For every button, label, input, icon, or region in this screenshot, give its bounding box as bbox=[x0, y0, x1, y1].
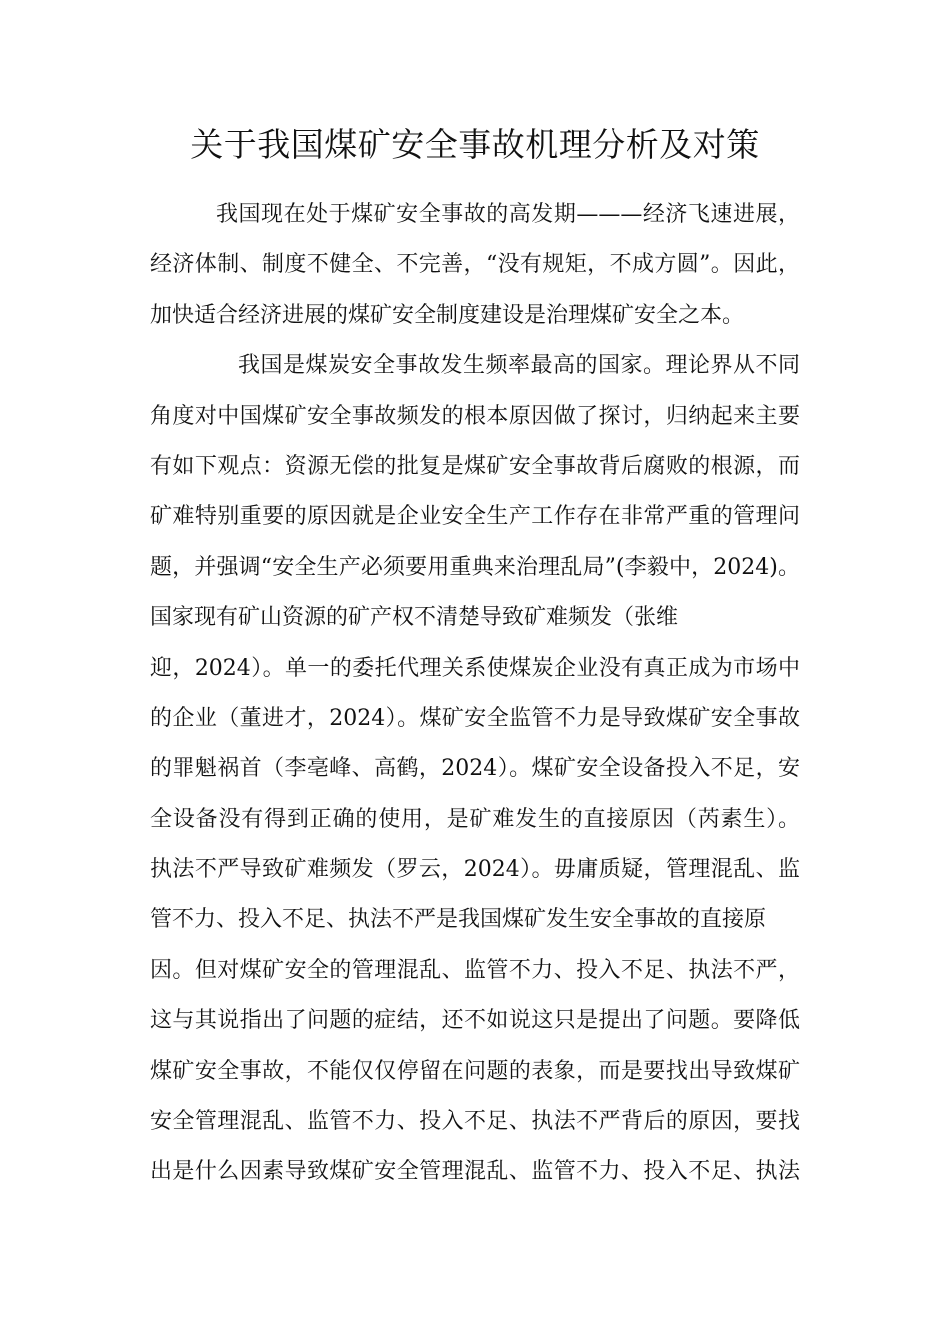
paragraph-1-line-1: 我国现在处于煤矿安全事故的高发期———经济飞速进展， bbox=[216, 202, 800, 227]
paragraph-2-line-1: 我国是煤炭安全事故发生频率最高的国家。理论界从不同 bbox=[238, 353, 800, 379]
paragraph-2-line-10: 全设备没有得到正确的使用，是矿难发生的直接原因（芮素生）。 bbox=[150, 806, 800, 832]
paragraph-2-line-17: 出是什么因素导致煤矿安全管理混乱、监管不力、投入不足、执法 bbox=[150, 1159, 800, 1185]
paragraph-2-line-8: 的企业（董进才，2024）。煤矿安全监管不力是导致煤矿安全事故 bbox=[150, 705, 800, 731]
paragraph-2-line-2: 角度对中国煤矿安全事故频发的根本原因做了探讨，归纳起来主要 bbox=[150, 403, 800, 429]
paragraph-1-line-2: 经济体制、制度不健全、不完善，“没有规矩，不成方圆”。因此， bbox=[150, 252, 800, 278]
paragraph-2-line-5: 题，并强调“安全生产必须要用重典来治理乱局”(李毅中，2024)。 bbox=[150, 554, 800, 580]
paragraph-2-line-16: 安全管理混乱、监管不力、投入不足、执法不严背后的原因，要找 bbox=[150, 1109, 800, 1135]
paragraph-2-line-15: 煤矿安全事故，不能仅仅停留在问题的表象，而是要找出导致煤矿 bbox=[150, 1058, 800, 1084]
document-body bbox=[150, 190, 800, 1198]
paragraph-2-line-12: 管不力、投入不足、执法不严是我国煤矿发生安全事故的直接原 bbox=[150, 907, 767, 933]
paragraph-2-line-3: 有如下观点：资源无偿的批复是煤矿安全事故背后腐败的根源，而 bbox=[150, 453, 800, 479]
paragraph-2-line-9: 的罪魁祸首（李亳峰、高鹤，2024）。煤矿安全设备投入不足，安 bbox=[150, 756, 800, 782]
paragraph-2-line-4: 矿难特别重要的原因就是企业安全生产工作存在非常严重的管理问 bbox=[150, 504, 800, 530]
paragraph-2-line-7: 迎，2024）。单一的委托代理关系使煤炭企业没有真正成为市场中 bbox=[150, 655, 800, 681]
paragraph-1-line-3: 加快适合经济进展的煤矿安全制度建设是治理煤矿安全之本。 bbox=[150, 302, 745, 328]
paragraph-2-line-11: 执法不严导致矿难频发（罗云，2024）。毋庸质疑，管理混乱、监 bbox=[150, 857, 800, 883]
paragraph-2-line-6: 国家现有矿山资源的矿产权不清楚导致矿难频发（张维 bbox=[150, 605, 679, 631]
paragraph-2-line-14: 这与其说指出了问题的症结，还不如说这只是提出了问题。要降低 bbox=[150, 1008, 800, 1034]
paragraph-2-line-13: 因。但对煤矿安全的管理混乱、监管不力、投入不足、执法不严， bbox=[150, 957, 800, 983]
document-title: 关于我国煤矿安全事故机理分析及对策 bbox=[190, 125, 760, 164]
